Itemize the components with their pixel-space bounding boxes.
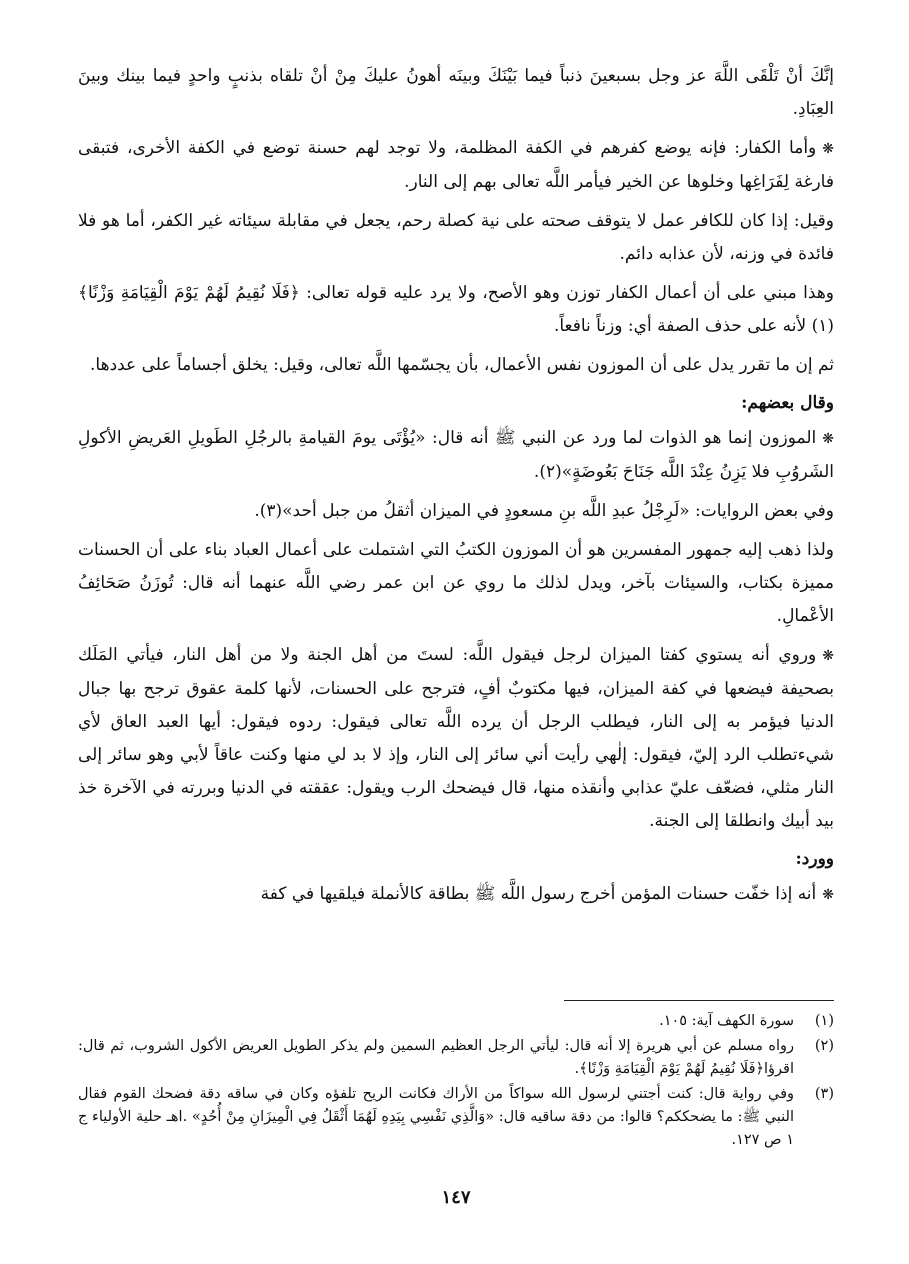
paragraph: وقيل: إذا كان للكافر عمل لا يتوقف صحته على نية كصلة رحم، يجعل في مقابلة سيئاته غير الكفر، أما هو فلا فائدة في وزنه، لأن عذابه دائم.: [78, 211, 834, 264]
footnote-text: رواه مسلم عن أبي هريرة إلا أنه قال: ليأتي الرجل العظيم السمين ولم يذكر الطويل العريض الأكول الشروب، ثم قال: اقرؤا﴿فَلَا نُقِيمُ لَهُمْ يَوْمَ الْقِيَامَةِ وَزْنًا﴾.: [78, 1038, 794, 1077]
footnote: [78, 1035, 834, 1081]
paragraph: ولذا ذهب إليه جمهور المفسرين هو أن الموزون الكتبُ التي اشتملت على أعمال العباد بناء على أن الحسنات مميزة بكتاب، والسيئات بآخر، ويدل لذلك ما روي عن ابن عمر رضي اللَّه عنهما أنه قال: تُوزَنُ صَحَائِفُ الأعْمالِ.: [78, 540, 834, 626]
footnote-number: (٣): [814, 1086, 834, 1102]
paragraph: [78, 878, 834, 912]
paragraph: وفي بعض الروايات: «لَرِجْلُ عبدِ اللَّه بنِ مسعودٍ في الميزان أثقلُ من جبل أحد»(٣).: [254, 501, 834, 521]
bullet-icon: ❋: [822, 648, 834, 664]
footnote-number: (١): [814, 1013, 834, 1029]
bullet-icon: ❋: [822, 141, 834, 157]
paragraph: [78, 132, 834, 199]
footnote: [78, 1083, 834, 1152]
bullet-icon: ❋: [822, 887, 834, 903]
paragraph: ثم إن ما تقرر يدل على أن الموزون نفس الأعمال، بأن يجسّمها اللَّه تعالى، وقيل: يخلق أجساماً على عددها.: [90, 355, 834, 375]
paragraph: [78, 639, 834, 838]
paragraph-text: وأما الكفار: فإنه يوضع كفرهم في الكفة المظلمة، ولا توجد لهم حسنة توضع في الكفة الأخرى، فتبقى فارغة لِفَرَاغِها وخلوها عن الخير فيأمر اللَّه تعالى بهم إلى النار.: [78, 138, 834, 192]
footnotes: [78, 1010, 834, 1154]
bullet-icon: ❋: [822, 431, 834, 447]
page-number: ١٤٧: [441, 1187, 471, 1208]
paragraph-text: أنه إذا خفّت حسنات المؤمن أخرج رسول اللَّه ﷺ بطاقة كالأنملة فيلقيها في كفة: [260, 884, 817, 904]
paragraph-text: الموزون إنما هو الذوات لما ورد عن النبي ﷺ أنه قال: «يُؤْتَى يومَ القيامةِ بالرجُلِ الطَويلِ العَريضِ الأكولِ الشَروُبِ فلا يَزِنُ عِنْدَ اللَّه جَنَاحَ بَعُوضَةٍ»(٢).: [78, 428, 834, 482]
footnote-number: (٢): [814, 1038, 834, 1054]
paragraph: [78, 422, 834, 489]
paragraph: وهذا مبني على أن أعمال الكفار توزن وهو الأصح، ولا يرد عليه قوله تعالى: ﴿فَلَا نُقِيمُ لَهُمْ يَوْمَ الْقِيَامَةِ وَزْنًا﴾(١) لأنه على حذف الصفة أي: وزناً نافعاً.: [78, 283, 834, 336]
book-page: [78, 60, 834, 1240]
section-heading: وورد:: [795, 849, 834, 869]
main-text: [78, 60, 834, 912]
section-heading: وقال بعضهم:: [741, 393, 834, 413]
footnote-text: سورة الكهف آية: ١٠٥.: [659, 1013, 794, 1029]
paragraph: إنَّكَ أنْ تَلْقَى اللَّهَ عز وجل بسبعينَ ذنباً فيما بَيْنَكَ وبينَه أهونُ عليكَ مِنْ أنْ تلقاه بذنبٍ واحدٍ فيما بينك وبينَ العِبَادِ.: [78, 66, 834, 119]
footnote: [78, 1010, 834, 1033]
footnote-separator: [564, 1000, 834, 1001]
footnote-text: وفي رواية قال: كنت أجتني لرسول الله سواكاً من الأراك فكانت الريح تلفؤه وكان في ساقه دقة فضحك القوم فقال النبي ﷺ: ما يضحككم؟ قالوا: من دقة ساقيه قال: «وَالَّذِي نَفْسِي بِيَدِهِ لَهُمَا أَثْقَلُ فِي الْمِيزَانِ مِنْ أُحُدٍ» .اهـ حلية الأولياء ج ١ ص ١٢٧.: [78, 1086, 794, 1148]
paragraph-text: وروي أنه يستوي كفتا الميزان لرجل فيقول اللَّه: لستَ من أهل الجنة ولا من أهل النار، فيأتي المَلَك بصحيفة فيضعها في كفة الميزان، فيها مكتوبٌ أفٍ، فترجح على الحسنات، لأنها كلمة عقوق ترجح بها جبال الدنيا فيؤمر به إلى النار، فيطلب الرجل أن يرده اللَّه تعالى فيقول: ردوه فيقول: أيها العبد العاق لأي شيءتطلب الرد إليّ، فيقول: إلٰهي رأيت أني سائر إلى النار، وإذ لا بد لي منها وكنت عاقاً لأبي وهو سائر إلى النار مثلي، فضعّف عليّ عذابي وأنقذه منها، قال فيضحك الرب ويقول: عققته في الدنيا وبررته في الآخرة خذ بيد أبيك وانطلقا إلى الجنة.: [78, 645, 834, 831]
